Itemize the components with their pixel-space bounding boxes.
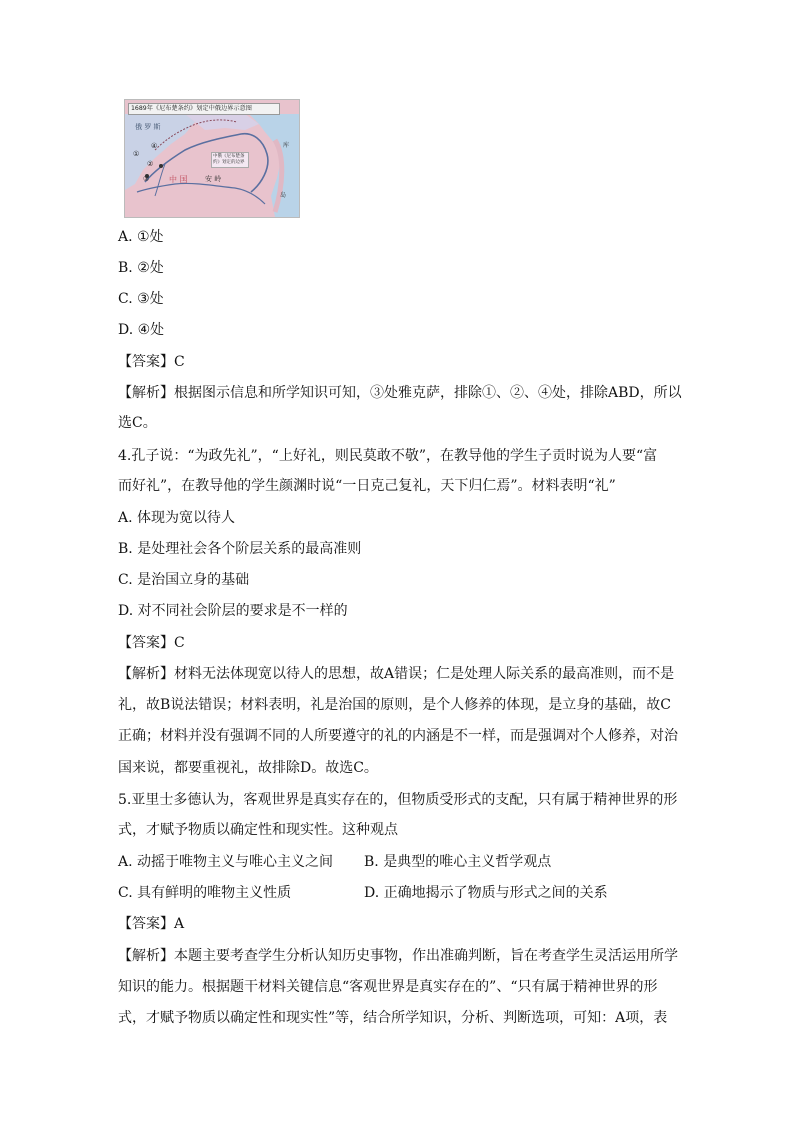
q3-option-a: A. ①处 [118,229,164,245]
map-marker-1: ① [133,150,140,158]
q5-stem-line: 式，才赋予物质以确定性和现实性。这种观点 [118,822,398,838]
q5-answer: 【答案】A [118,916,185,932]
q4-option-d: D. 对不同社会阶层的要求是不一样的 [118,603,348,619]
q5-option-c: C. 具有鲜明的唯物主义性质 [118,885,292,901]
map-legend: 中俄《尼布楚条约》划定的边界 [211,152,249,168]
q3-analysis-line: 【解析】根据图示信息和所学知识可知，③处雅克萨，排除①、②、④处，排除ABD，所以 [118,385,682,401]
q4-analysis-line: 国来说，都要重视礼，故排除D。故选C。 [118,760,378,776]
q3-option-b: B. ②处 [118,260,164,276]
q5-analysis-line: 【解析】本题主要考查学生分析认知历史事物，作出准确判断，旨在考查学生灵活运用所学 [118,948,678,964]
map-label-right-bottom: 岛 [280,192,287,199]
q4-answer: 【答案】C [118,635,185,651]
q4-option-a: A. 体现为宽以待人 [118,510,236,526]
q4-stem-line: 4.孔子说：“为政先礼”，“上好礼，则民莫敢不敬”，在教导他的学生子贡时说为人要“富 [118,448,658,464]
treaty-map [124,99,300,218]
q4-option-c: C. 是治国立身的基础 [118,572,250,588]
q5-option-d: D. 正确地揭示了物质与形式之间的关系 [364,885,608,901]
map-marker-2: ② [147,160,154,168]
q4-option-b: B. 是处理社会各个阶层关系的最高准则 [118,541,362,557]
q3-option-c: C. ③处 [118,291,164,307]
q4-analysis-line: 正确；材料并没有强调不同的人所要遵守的礼的内涵是不一样，而是强调对个人修养，对治 [118,728,678,744]
q5-analysis-line: 式，才赋予物质以确定性和现实性”等，结合所学知识，分析、判断选项，可知：A项，表 [118,1010,668,1026]
q3-analysis-line: 选C。 [118,415,157,431]
map-label-china: 中 国 [169,175,188,184]
map-label-russia: 俄 罗 斯 [135,123,161,131]
map-label-right-top: 库 [283,142,290,149]
map-title: 1689年《尼布楚条约》划定中俄边界示意图 [128,103,280,115]
map-marker-4: ④ [151,142,158,150]
q3-answer: 【答案】C [118,354,185,370]
map-label-anling: 安 岭 [205,175,222,183]
q4-analysis-line: 礼，故B说法错误；材料表明，礼是治国的原则，是个人修养的体现，是立身的基础，故C [118,697,671,713]
q5-stem-line: 5.亚里士多德认为，客观世界是真实存在的，但物质受形式的支配，只有属于精神世界的形 [118,792,678,808]
q5-option-b: B. 是典型的唯心主义哲学观点 [364,854,552,870]
q3-option-d: D. ④处 [118,322,165,338]
q5-analysis-line: 知识的能力。根据题干材料关键信息“客观世界是真实存在的”、“只有属于精神世界的形 [118,979,658,995]
q4-stem-line: 而好礼”，在教导他的学生颜渊时说“一日克己复礼，天下归仁焉”。材料表明“礼” [118,478,616,494]
map-marker-3: ③ [143,175,150,183]
q4-analysis-line: 【解析】材料无法体现宽以待人的思想，故A错误；仁是处理人际关系的最高准则，而不是 [118,666,675,682]
q5-option-a: A. 动摇于唯物主义与唯心主义之间 [118,854,334,870]
